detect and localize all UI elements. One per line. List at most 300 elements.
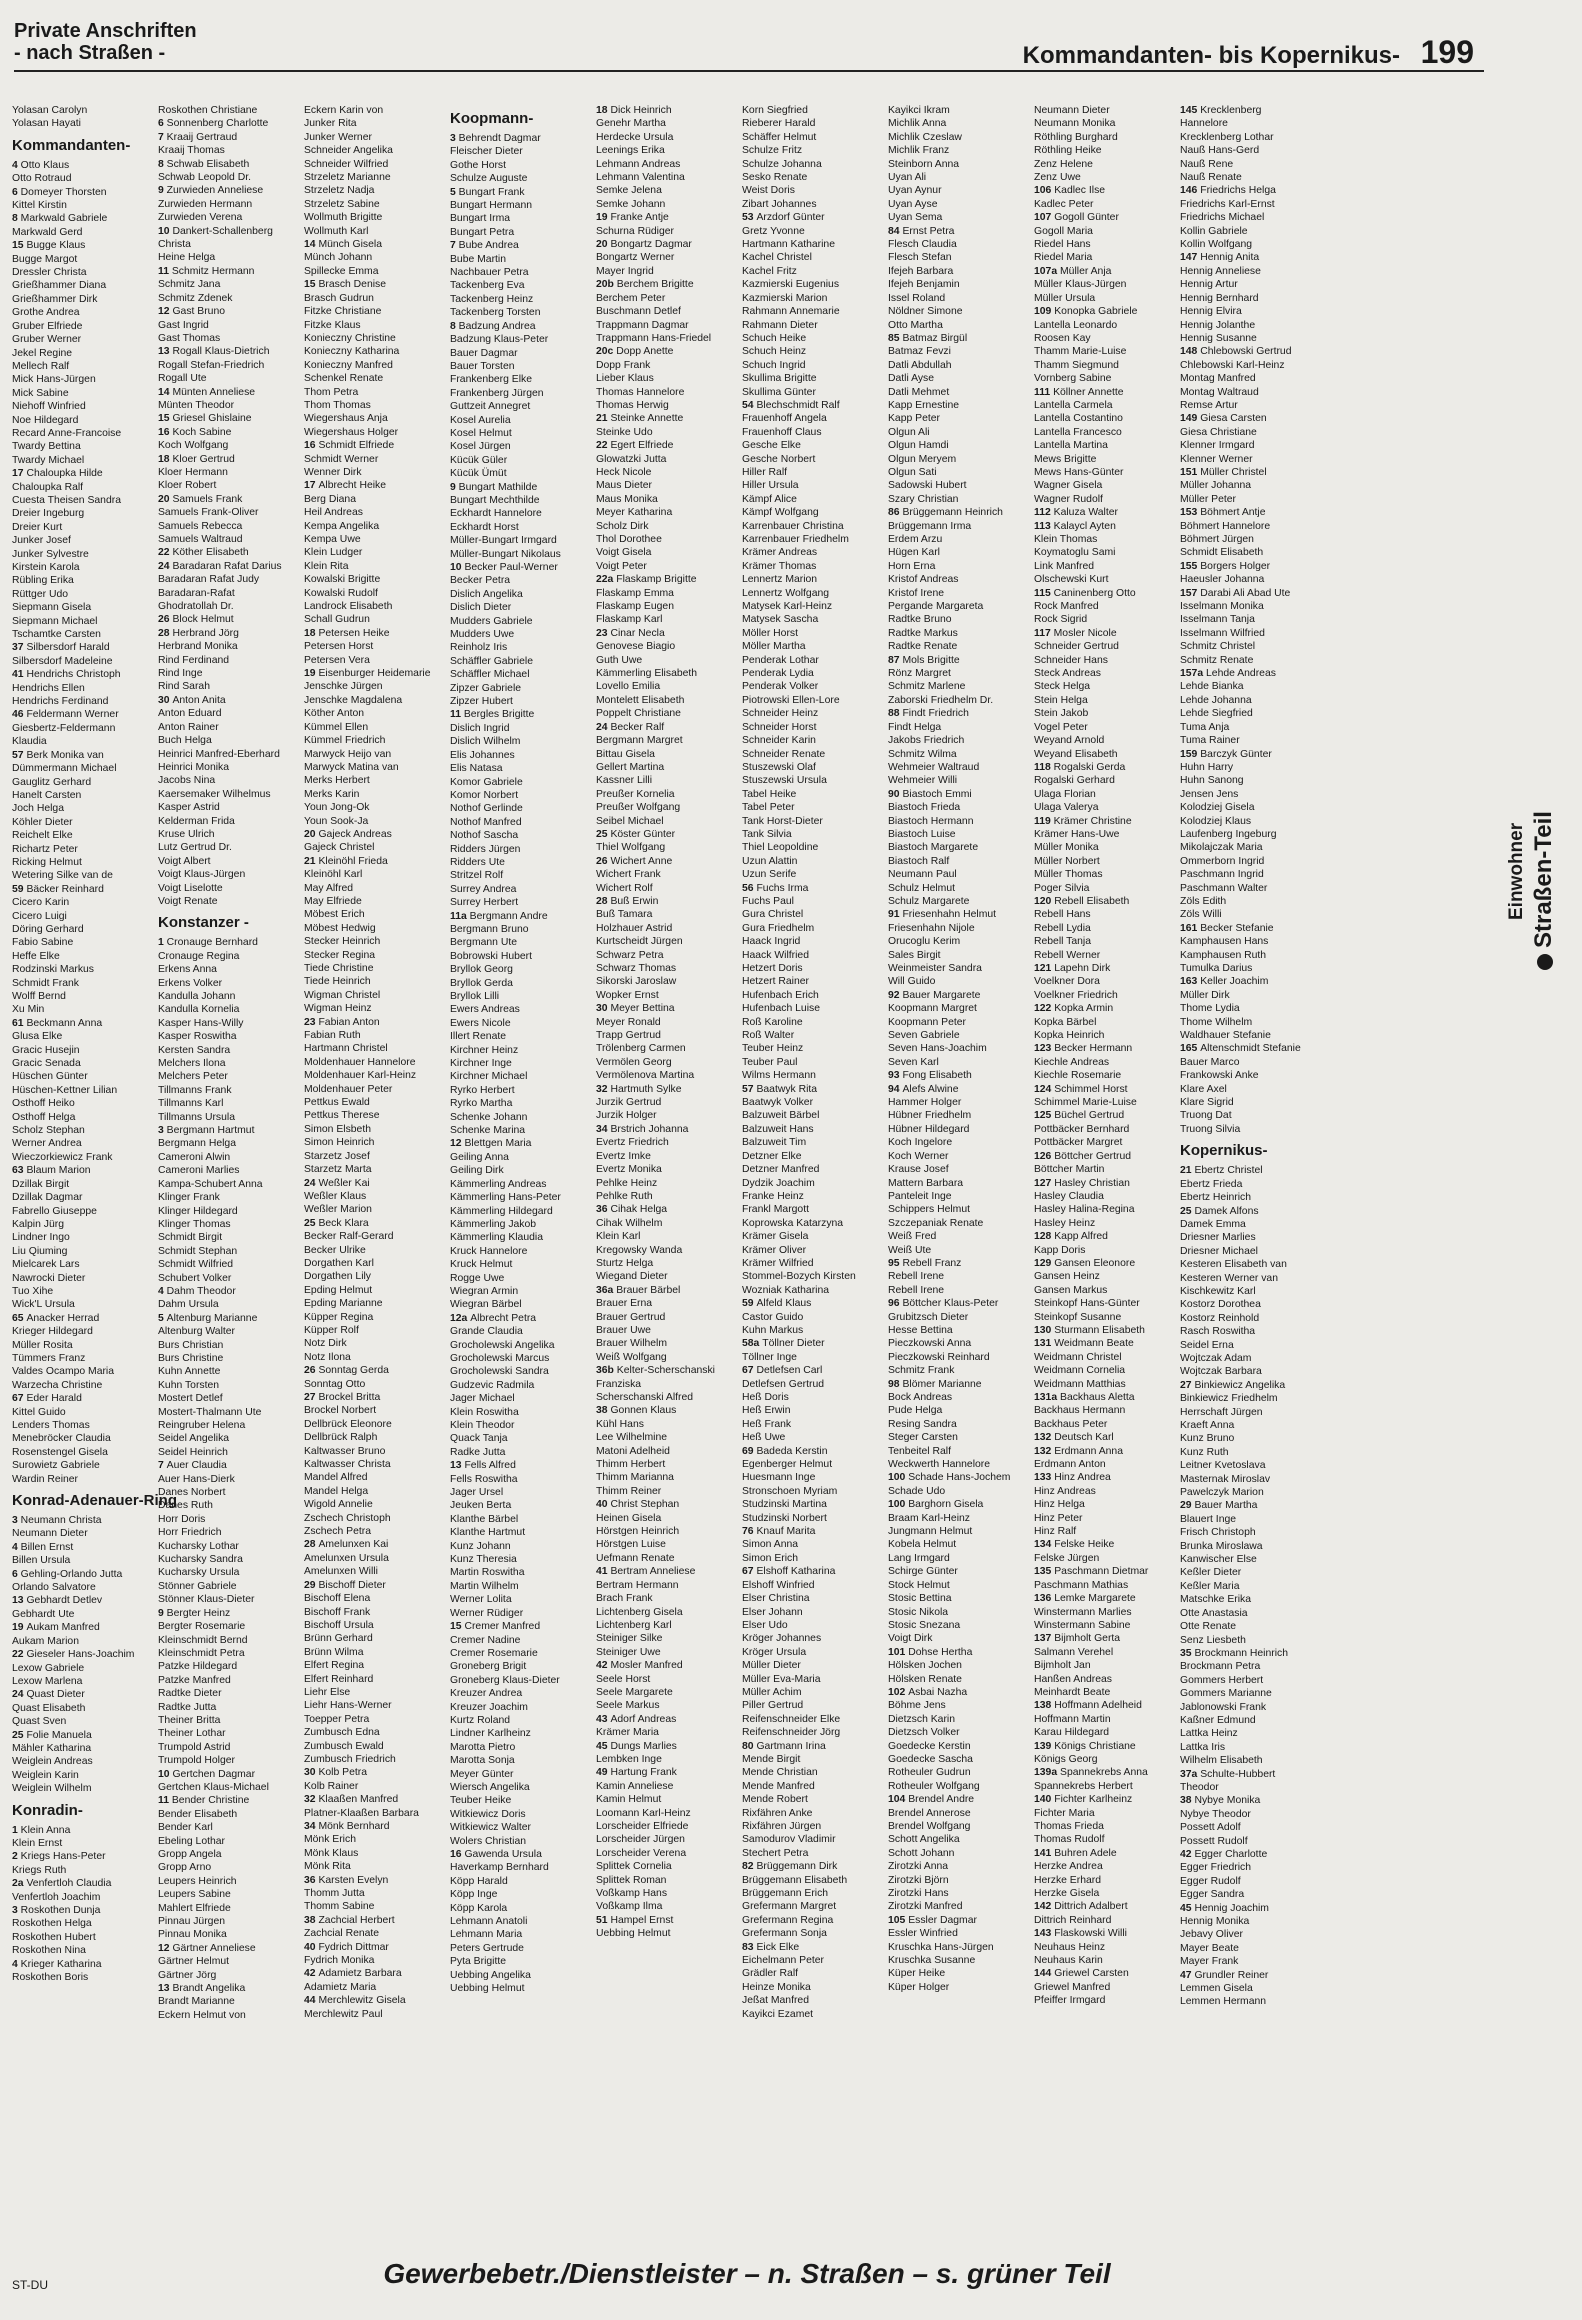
house-number: 111 — [1034, 386, 1054, 398]
resident-entry: Meyer Katharina — [596, 507, 673, 519]
resident-entry: Resing Sandra — [888, 1418, 957, 1430]
house-number: 132 — [1034, 1445, 1055, 1457]
resident-entry: Wojtczak Adam — [1180, 1352, 1252, 1364]
resident-entry: Quack Tanja — [450, 1433, 508, 1445]
resident-entry: 13 Rogall Klaus-Dietrich — [158, 346, 270, 358]
resident-entry: Heinrici Monika — [158, 761, 230, 773]
resident-entry: Rogall Stefan-Friedrich — [158, 359, 265, 371]
resident-entry: Wichert Frank — [596, 869, 661, 881]
resident-entry: 45 Dungs Marlies — [596, 1740, 677, 1752]
resident-entry: Berchem Peter — [596, 292, 666, 304]
resident-entry: Grefermann Regina — [742, 1914, 834, 1926]
resident-entry: 20c Dopp Anette — [596, 346, 674, 358]
street-heading: Koopmann- — [450, 110, 534, 127]
resident-entry: Cronauge Regina — [158, 950, 240, 962]
resident-entry: Flesch Claudia — [888, 239, 957, 251]
resident-entry: Dellbrück Eleonore — [304, 1418, 392, 1430]
resident-entry: Ulaga Florian — [1034, 788, 1096, 800]
resident-entry: Hennig Monika — [1180, 1916, 1250, 1928]
resident-entry: Montelett Elisabeth — [596, 694, 685, 706]
resident-entry: Leupers Heinrich — [158, 1875, 237, 1887]
resident-entry: Kaltwasser Bruno — [304, 1445, 386, 1457]
resident-entry: Stommel-Bozych Kirsten — [742, 1271, 856, 1283]
resident-entry: Xu Min — [12, 1004, 45, 1016]
resident-entry: Schade Udo — [888, 1485, 946, 1497]
resident-entry: Nauß Rene — [1180, 158, 1234, 170]
resident-entry: Thome Lydia — [1180, 1003, 1240, 1015]
resident-entry: Kollin Gabriele — [1180, 225, 1248, 237]
resident-entry: Scholz Dirk — [596, 520, 649, 532]
house-number: 123 — [1034, 1043, 1055, 1055]
house-number: 8 — [450, 320, 459, 332]
resident-entry: Mandel Alfred — [304, 1472, 368, 1484]
resident-entry: Hinz Helga — [1034, 1499, 1085, 1511]
resident-entry: Patzke Hildegard — [158, 1661, 238, 1673]
resident-entry: Ryrko Herbert — [450, 1084, 515, 1096]
resident-entry: Jurzik Holger — [596, 1110, 657, 1122]
resident-entry: Lehmann Andreas — [596, 158, 681, 170]
resident-entry: Brendel Annerose — [888, 1807, 971, 1819]
resident-entry: 7 Auer Claudia — [158, 1460, 227, 1472]
house-number: 134 — [1034, 1539, 1055, 1551]
resident-entry: 10 Dankert-Schallenberg — [158, 225, 273, 237]
resident-entry: Radtke Renate — [888, 641, 958, 653]
resident-entry: Kunz Ruth — [1180, 1446, 1229, 1458]
resident-entry: Huhn Harry — [1180, 761, 1234, 773]
resident-entry: 132 Deutsch Karl — [1034, 1432, 1114, 1444]
resident-entry: Hüschen-Kettner Lilian — [12, 1084, 118, 1096]
resident-entry: Voelkner Friedrich — [1034, 989, 1118, 1001]
house-number: 120 — [1034, 895, 1055, 907]
resident-entry: Marwyck Matina van — [304, 761, 399, 773]
resident-entry: Münch Johann — [304, 252, 373, 264]
resident-entry: Rübling Erika — [12, 575, 74, 587]
resident-entry: Dahm Ursula — [158, 1299, 219, 1311]
resident-entry: Thom Petra — [304, 386, 359, 398]
resident-entry: Müller Johanna — [1180, 480, 1252, 492]
resident-entry: 95 Rebell Franz — [888, 1257, 962, 1269]
resident-entry: Egger Rudolf — [1180, 1875, 1241, 1887]
resident-entry: Gropp Arno — [158, 1862, 212, 1874]
house-number: 159 — [1180, 748, 1201, 760]
resident-entry: Königs Georg — [1034, 1753, 1098, 1765]
resident-entry: Frauenhoff Claus — [742, 426, 822, 438]
house-number: 129 — [1034, 1257, 1055, 1269]
resident-entry: Kasper Hans-Willy — [158, 1017, 244, 1029]
house-number: 8 — [158, 158, 167, 170]
resident-entry: Thimm Herbert — [596, 1459, 666, 1471]
resident-entry: 87 Mols Brigitte — [888, 654, 960, 666]
resident-entry: Spillecke Emma — [304, 265, 379, 277]
resident-entry: Kraeft Anna — [1180, 1420, 1235, 1431]
resident-entry: Brüggemann Elisabeth — [742, 1874, 848, 1886]
house-number: 100 — [888, 1499, 909, 1511]
street-heading: Kommandanten- — [12, 136, 131, 154]
resident-entry: 100 Barghorn Gisela — [888, 1499, 984, 1511]
resident-entry: 17 Albrecht Heike — [304, 480, 387, 492]
resident-entry: Köpp Karola — [450, 1902, 508, 1914]
resident-entry: Driesner Marlies — [1180, 1232, 1256, 1244]
resident-entry: Danes Ruth — [158, 1500, 213, 1512]
resident-entry: 5 Bungart Frank — [450, 186, 525, 198]
resident-entry: Ommerborn Ingrid — [1180, 855, 1265, 867]
house-number: 54 — [742, 399, 757, 411]
resident-entry: Werner Andrea — [12, 1138, 82, 1150]
resident-entry: 12 Gast Bruno — [158, 306, 226, 318]
resident-entry: Cicero Luigi — [12, 910, 67, 922]
resident-entry: Badzung Klaus-Peter — [450, 334, 549, 346]
resident-entry: Seidel Erna — [1180, 1339, 1234, 1351]
section-label-line-1: Private Anschriften — [14, 20, 197, 42]
house-number: 3 — [12, 1905, 21, 1916]
resident-entry: Wopker Ernst — [596, 989, 659, 1001]
resident-entry: Possett Rudolf — [1180, 1835, 1248, 1847]
resident-entry: Mellech Ralf — [12, 360, 70, 372]
resident-entry: Jungmann Helmut — [888, 1526, 973, 1538]
resident-entry: Thome Wilhelm — [1180, 1016, 1253, 1028]
resident-entry: Roosen Kay — [1034, 332, 1091, 344]
resident-entry: Detlefsen Gertrud — [742, 1378, 825, 1390]
resident-entry: Friesenhahn Nijole — [888, 922, 975, 934]
resident-entry: 49 Hartung Frank — [596, 1767, 677, 1779]
house-number: 130 — [1034, 1324, 1055, 1336]
resident-entry: Hörstgen Luise — [596, 1539, 666, 1551]
resident-entry: Brockel Norbert — [304, 1405, 377, 1417]
resident-entry: Uyan Sema — [888, 212, 943, 224]
resident-entry: Nothof Manfred — [450, 816, 522, 828]
resident-entry: Jenschke Magdalena — [304, 694, 403, 706]
resident-entry: Ebeling Lothar — [158, 1835, 226, 1847]
resident-entry: Fells Roswitha — [450, 1473, 518, 1485]
house-number: 140 — [1034, 1794, 1055, 1806]
house-number: 21 — [1180, 1165, 1195, 1177]
house-number: 96 — [888, 1298, 903, 1310]
resident-entry: Giesa Christiane — [1180, 426, 1257, 438]
house-number: 21 — [596, 413, 611, 425]
resident-entry: Schimmel Marie-Luise — [1034, 1097, 1137, 1109]
resident-entry: Chaloupka Ralf — [12, 481, 84, 493]
resident-entry: Lexow Marlena — [12, 1675, 83, 1687]
resident-entry: Surowietz Gabriele — [12, 1460, 100, 1472]
resident-entry: Gellert Martina — [596, 761, 665, 773]
resident-entry: Rogall Ute — [158, 373, 207, 385]
resident-entry: Neumann Dieter — [1034, 105, 1110, 116]
resident-entry: 120 Rebell Elisabeth — [1034, 895, 1130, 907]
resident-entry: Hasley Claudia — [1034, 1190, 1104, 1202]
resident-entry: Schneider Heinz — [742, 708, 819, 720]
resident-entry: Holzhauer Astrid — [596, 922, 673, 934]
house-number: 122 — [1034, 1003, 1055, 1015]
resident-entry: Rixfähren Jürgen — [742, 1821, 822, 1832]
resident-entry: Becker Ulrike — [304, 1244, 366, 1256]
house-number: 16 — [304, 440, 319, 452]
resident-entry: Kümmel Friedrich — [304, 735, 386, 747]
house-number: 17 — [304, 480, 319, 492]
resident-entry: Genehr Martha — [596, 118, 666, 130]
resident-entry: Brauer Erna — [596, 1298, 653, 1310]
resident-entry: Krieger Hildegard — [12, 1326, 93, 1338]
resident-entry: Lutz Gertrud Dr. — [158, 842, 232, 854]
house-number: 90 — [888, 788, 903, 800]
resident-entry: 13 Fells Alfred — [450, 1460, 516, 1472]
resident-entry: 25 Damek Alfons — [1180, 1205, 1259, 1217]
house-number: 18 — [596, 105, 611, 116]
house-number: 12a — [450, 1312, 471, 1324]
resident-entry: Köhler Dieter — [12, 816, 73, 828]
resident-entry: Elser Christina — [742, 1593, 810, 1605]
resident-entry: 142 Dittrich Adalbert — [1034, 1901, 1128, 1913]
resident-entry: Gudzevic Radmila — [450, 1379, 535, 1391]
house-number: 13 — [158, 346, 173, 358]
resident-entry: Weßler Marion — [304, 1204, 372, 1216]
resident-entry: Kreuzer Andrea — [450, 1688, 523, 1700]
resident-entry: Kampa-Schubert Anna — [158, 1178, 263, 1190]
resident-entry: Kirchner Heinz — [450, 1044, 519, 1056]
resident-entry: 155 Borgers Holger — [1180, 560, 1271, 572]
resident-entry: Bischoff Ursula — [304, 1619, 374, 1631]
resident-entry: Seven Hans-Joachim — [888, 1043, 987, 1055]
resident-entry: Teuber Paul — [742, 1056, 798, 1068]
resident-entry: Stritzel Rolf — [450, 870, 504, 882]
resident-entry: 58a Töllner Dieter — [742, 1338, 825, 1350]
resident-entry: 165 Altenschmidt Stefanie — [1180, 1043, 1301, 1055]
resident-entry: Klinger Thomas — [158, 1218, 231, 1230]
resident-entry: Weiglein Wilhelm — [12, 1783, 92, 1795]
resident-entry: Jekel Regine — [12, 347, 73, 359]
resident-entry: Schneider Hans — [1034, 654, 1108, 666]
house-number: 49 — [596, 1767, 611, 1779]
resident-entry: Epding Marianne — [304, 1298, 383, 1310]
resident-entry: Rahmann Annemarie — [742, 306, 840, 318]
resident-entry: Erkens Volker — [158, 977, 223, 989]
house-number: 23 — [304, 1016, 319, 1028]
resident-entry: Uebbing Angelika — [450, 1969, 531, 1981]
directory-column — [304, 104, 450, 2230]
resident-entry: Ebertz Frieda — [1180, 1178, 1243, 1190]
resident-entry: Dislich Dieter — [450, 602, 512, 614]
resident-entry: 28 Amelunxen Kai — [304, 1539, 389, 1551]
resident-entry: Liu Qiuming — [12, 1245, 68, 1257]
resident-entry: Kandulla Johann — [158, 991, 236, 1002]
resident-entry: Schmitz Christel — [1180, 641, 1256, 653]
resident-entry: Siepmann Michael — [12, 615, 98, 627]
directory-column — [742, 104, 888, 2230]
resident-entry: 140 Fichter Karlheinz — [1034, 1794, 1133, 1806]
house-number: 85 — [888, 332, 903, 344]
resident-entry: Venfertloh Joachim — [12, 1891, 101, 1903]
house-number: 6 — [12, 1568, 21, 1580]
resident-entry: Starzetz Josef — [304, 1150, 370, 1162]
resident-entry: Lichtenberg Gisela — [596, 1606, 683, 1618]
resident-entry: Reingruber Helena — [158, 1420, 246, 1431]
resident-entry: Lemmen Gisela — [1180, 1983, 1253, 1995]
resident-entry: Kempa Angelika — [304, 520, 380, 532]
resident-entry: 117 Mosler Nicole — [1034, 627, 1117, 639]
resident-entry: Kasper Roswitha — [158, 1031, 237, 1043]
house-number: 25 — [304, 1217, 319, 1229]
house-number: 7 — [158, 1460, 167, 1472]
resident-entry: Thamm Marie-Luise — [1034, 346, 1127, 358]
house-number: 36a — [596, 1284, 617, 1296]
resident-entry: Hinz Peter — [1034, 1512, 1083, 1524]
resident-entry: Groneberg Brigit — [450, 1661, 527, 1673]
resident-entry: Köpp Inge — [450, 1889, 498, 1901]
resident-entry: Matysek Sascha — [742, 614, 819, 626]
resident-entry: Stuszewski Ursula — [742, 775, 827, 787]
resident-entry: Klein Ernst — [12, 1837, 63, 1849]
resident-entry: Backhaus Peter — [1034, 1418, 1108, 1430]
resident-entry: Böttcher Martin — [1034, 1164, 1105, 1176]
resident-entry: Dislich Wilhelm — [450, 736, 521, 748]
resident-entry: Pehlke Ruth — [596, 1190, 653, 1202]
resident-entry: Mostert-Thalmann Ute — [158, 1406, 262, 1418]
resident-entry: Heinrici Manfred-Eberhard — [158, 748, 280, 760]
resident-entry: Wieczorkiewicz Frank — [12, 1151, 113, 1163]
resident-entry: 139a Spannekrebs Anna — [1034, 1767, 1148, 1779]
resident-entry: Hennig Anneliese — [1180, 265, 1261, 277]
resident-entry: Müller Monika — [1034, 842, 1099, 854]
resident-entry: 157a Lehde Andreas — [1180, 668, 1276, 680]
resident-entry: Friedrichs Michael — [1180, 212, 1265, 224]
resident-entry: Seibel Michael — [596, 815, 664, 827]
resident-entry: Mews Hans-Günter — [1034, 466, 1124, 478]
house-number: 40 — [596, 1499, 611, 1511]
resident-entry: Kämpf Alice — [742, 493, 797, 505]
resident-entry: Karrenbauer Friedhelm — [742, 534, 849, 545]
house-number: 42 — [304, 1968, 319, 1980]
resident-entry: Riedel Hans — [1034, 239, 1091, 251]
resident-entry: Twardy Bettina — [12, 441, 81, 453]
resident-entry: Steinkopf Hans-Günter — [1034, 1298, 1140, 1310]
resident-entry: Uyan Aynur — [888, 185, 942, 197]
resident-entry: Reifenschneider Jörg — [742, 1727, 841, 1739]
resident-entry: Ghodratollah Dr. — [158, 601, 234, 613]
resident-entry: Kucharsky Lothar — [158, 1540, 239, 1552]
resident-entry: 126 Böttcher Gertrud — [1034, 1150, 1132, 1162]
resident-entry: Gommers Marianne — [1180, 1688, 1272, 1700]
house-number: 118 — [1034, 761, 1054, 773]
resident-entry: Schirge Günter — [888, 1566, 958, 1578]
resident-entry: Findt Helga — [888, 721, 942, 733]
resident-entry: Koch Wolfgang — [158, 440, 229, 452]
resident-entry: Kruschka Susanne — [888, 1955, 976, 1967]
resident-entry: Trölenberg Carmen — [596, 1043, 686, 1055]
house-number: 92 — [888, 989, 903, 1001]
resident-entry: Heck Nicole — [596, 466, 652, 478]
resident-entry: Lenders Thomas — [12, 1420, 90, 1431]
resident-entry: Radtke Dieter — [158, 1688, 222, 1700]
resident-entry: Datli Ayse — [888, 373, 935, 385]
resident-entry: Hammer Holger — [888, 1097, 962, 1109]
resident-entry: 109 Konopka Gabriele — [1034, 306, 1138, 318]
house-number: 26 — [158, 614, 173, 626]
resident-entry: 128 Kapp Alfred — [1034, 1231, 1108, 1243]
resident-entry: Schall Gudrun — [304, 614, 370, 626]
resident-entry: Schenkel Renate — [304, 373, 384, 385]
resident-entry: Steck Helga — [1034, 681, 1091, 693]
house-number: 148 — [1180, 346, 1201, 358]
resident-entry: Brauer Gertrud — [596, 1311, 666, 1323]
resident-entry: Wiegershaus Holger — [304, 426, 399, 438]
resident-entry: Mostert Detlef — [158, 1393, 223, 1405]
resident-entry: Lehde Bianka — [1180, 681, 1244, 693]
resident-entry: Thimm Reiner — [596, 1485, 662, 1497]
resident-entry: Skullima Brigitte — [742, 373, 817, 385]
resident-entry: 40 Christ Stephan — [596, 1499, 680, 1511]
resident-entry: Thiel Wolfgang — [596, 842, 666, 854]
resident-entry: Petersen Horst — [304, 641, 374, 653]
house-number: 157 — [1180, 587, 1201, 599]
resident-entry: Vornberg Sabine — [1034, 373, 1112, 385]
resident-entry: 22a Flaskamp Brigitte — [596, 574, 697, 586]
house-number: 28 — [596, 895, 611, 907]
resident-entry: Schenke Johann — [450, 1111, 528, 1123]
resident-entry: Brasch Gudrun — [304, 292, 374, 304]
resident-entry: Schmitz Frank — [888, 1365, 955, 1377]
resident-entry: Teuber Heike — [450, 1795, 512, 1807]
resident-entry: Youn Sook-Ja — [304, 815, 369, 827]
resident-entry: 38 Nybye Monika — [1180, 1795, 1261, 1807]
resident-entry: Kurtz Roland — [450, 1714, 511, 1726]
resident-entry: 41 Bertram Anneliese — [596, 1566, 696, 1578]
resident-entry: Neumann Dieter — [12, 1528, 88, 1540]
resident-entry: Münten Theodor — [158, 399, 235, 411]
resident-entry: 135 Paschmann Dietmar — [1034, 1566, 1149, 1578]
resident-entry: Possett Adolf — [1180, 1822, 1241, 1834]
resident-entry: Brunka Miroslawa — [1180, 1540, 1263, 1552]
resident-entry: Flaskamp Karl — [596, 614, 663, 626]
house-number: 95 — [888, 1257, 903, 1269]
resident-entry: 100 Schade Hans-Jochem — [888, 1472, 1011, 1484]
house-number: 87 — [888, 654, 903, 666]
resident-entry: Krämer Andreas — [742, 547, 818, 559]
resident-entry: Krause Josef — [888, 1164, 949, 1176]
resident-entry: Stosic Nikola — [888, 1606, 949, 1618]
side-tab-label-main-text: Straßen-Teil — [1530, 811, 1557, 948]
resident-entry: Kunz Theresia — [450, 1554, 517, 1566]
resident-entry: Tabel Peter — [742, 802, 795, 814]
resident-entry: Weidmann Cornelia — [1034, 1365, 1126, 1377]
resident-entry: Griewel Manfred — [1034, 1981, 1111, 1993]
resident-entry: Evertz Friedrich — [596, 1137, 669, 1149]
resident-entry: 19 Aukam Manfred — [12, 1622, 100, 1634]
resident-entry: Wiegran Armin — [450, 1285, 519, 1297]
resident-entry: Weyand Arnold — [1034, 735, 1105, 747]
resident-entry: Mende Birgit — [742, 1753, 801, 1765]
resident-entry: Stönner Gabriele — [158, 1580, 237, 1592]
resident-entry: Petersen Vera — [304, 654, 370, 666]
resident-entry: Rosenstengel Gisela — [12, 1446, 108, 1458]
resident-entry: Weßler Klaus — [304, 1190, 367, 1202]
resident-entry: Mayer Frank — [1180, 1956, 1239, 1968]
resident-entry: Gebhardt Ute — [12, 1608, 75, 1620]
resident-entry: 10 Becker Paul-Werner — [450, 562, 558, 573]
resident-entry: Strzeletz Sabine — [304, 198, 380, 210]
resident-entry: Müller Achim — [742, 1686, 802, 1698]
resident-entry: Weist Doris — [742, 185, 795, 197]
resident-entry: Gast Ingrid — [158, 319, 209, 331]
resident-entry: Dorgathen Karl — [304, 1257, 374, 1269]
resident-entry: Tillmanns Ursula — [158, 1111, 235, 1123]
resident-entry: Gärtner Jörg — [158, 1969, 217, 1981]
resident-entry: Splittek Cornelia — [596, 1861, 672, 1873]
resident-entry: Thimm Marianna — [596, 1472, 674, 1484]
resident-entry: Martin Roswitha — [450, 1567, 525, 1579]
resident-entry: Kreuzer Joachim — [450, 1701, 528, 1713]
resident-entry: Kücük Güler — [450, 454, 508, 466]
resident-entry: Kanwischer Else — [1180, 1554, 1257, 1566]
resident-entry: Kobela Helmut — [888, 1539, 957, 1551]
